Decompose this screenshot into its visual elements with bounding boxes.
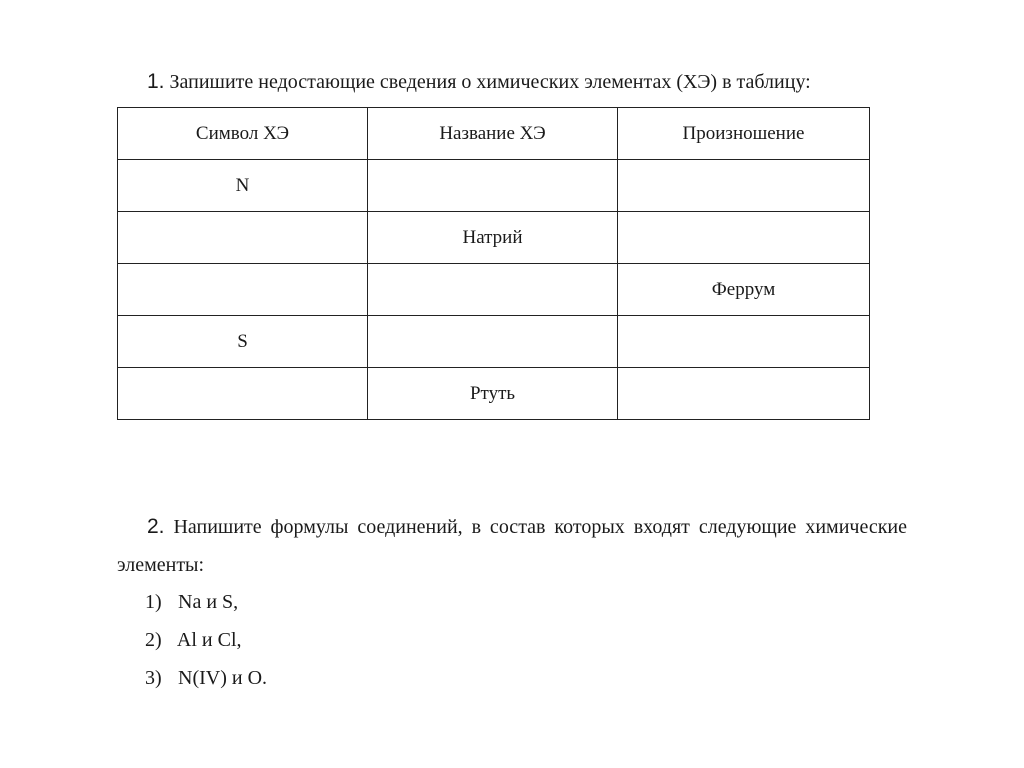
list-item-text: Na и S, — [178, 591, 239, 613]
table-cell — [618, 212, 870, 264]
table-cell — [618, 316, 870, 368]
list-item-text: N(IV) и O. — [178, 667, 268, 689]
table-cell: Феррум — [618, 264, 870, 316]
header-pronunciation: Произношение — [618, 108, 870, 160]
list-item — [145, 621, 267, 659]
table-row — [118, 264, 870, 316]
header-name: Название ХЭ — [368, 108, 618, 160]
table-cell — [368, 316, 618, 368]
table-cell — [618, 160, 870, 212]
list-item-text: Al и Cl, — [176, 629, 242, 651]
task2-number: 2. — [147, 515, 165, 538]
table-cell: N — [118, 160, 368, 212]
task1-heading — [147, 70, 811, 94]
task2-heading — [117, 508, 907, 584]
table-header-row — [118, 108, 870, 160]
table-cell: S — [118, 316, 368, 368]
list-item — [145, 583, 267, 621]
header-symbol: Символ ХЭ — [118, 108, 368, 160]
table-cell — [118, 368, 368, 420]
table-cell: Натрий — [368, 212, 618, 264]
list-item-number: 2) — [145, 629, 162, 651]
table-row — [118, 368, 870, 420]
table-row — [118, 316, 870, 368]
task2-instruction: Напишите формулы соединений, в состав которых входят следующие химические элементы: — [117, 516, 908, 576]
table-cell: Ртуть — [368, 368, 618, 420]
table-cell — [368, 160, 618, 212]
table-cell — [118, 264, 368, 316]
task2-list — [145, 583, 267, 697]
table-cell — [618, 368, 870, 420]
list-item-number: 3) — [145, 667, 162, 689]
task1-instruction: Запишите недостающие сведения о химических элементах (ХЭ) в таблицу: — [169, 71, 811, 93]
list-item — [145, 659, 267, 697]
list-item-number: 1) — [145, 591, 162, 613]
table-row — [118, 212, 870, 264]
table-cell — [118, 212, 368, 264]
elements-table — [117, 107, 870, 420]
table-row — [118, 160, 870, 212]
task1-number: 1. — [147, 70, 165, 93]
table-cell — [368, 264, 618, 316]
